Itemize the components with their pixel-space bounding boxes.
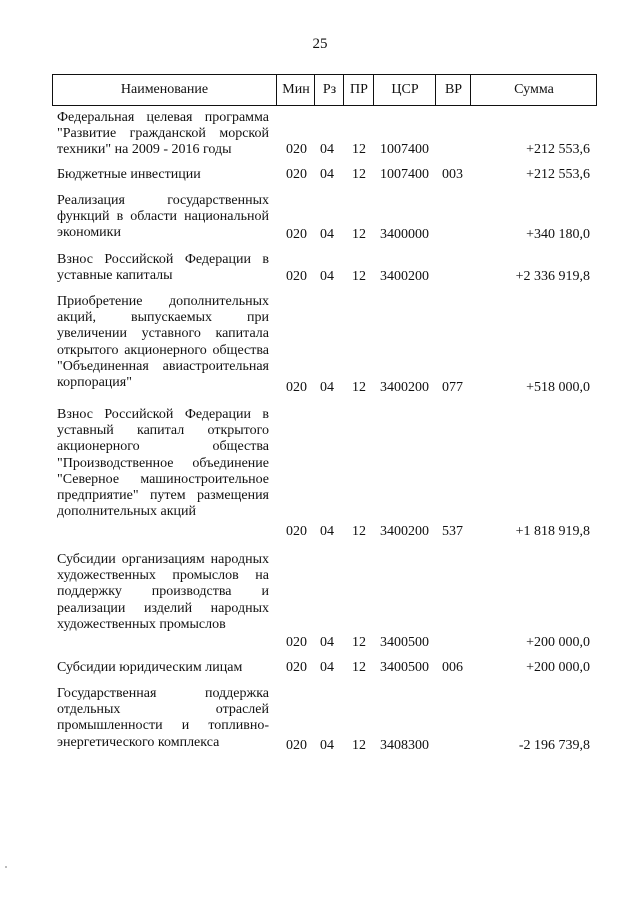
row-pr: 12 [352,635,366,650]
row-rz: 04 [320,167,334,182]
row-min: 020 [286,380,307,395]
row-csr: 1007400 [380,167,429,182]
row-name: Взнос Российской Федерации в уставный капитал открытого акционерного общества "Производственное объединение "Северное машиностроительное предприятие" путем размещения дополнительных акций [57,407,269,520]
row-pr: 12 [352,167,366,182]
row-sum: +200 000,0 [526,660,590,675]
row-sum: +200 000,0 [526,635,590,650]
row-min: 020 [286,142,307,157]
row-csr: 3400500 [380,660,429,675]
row-sum: +2 336 919,8 [515,269,590,284]
header-min: Мин [276,75,315,105]
row-min: 020 [286,635,307,650]
row-rz: 04 [320,380,334,395]
row-csr: 3400500 [380,635,429,650]
row-vr: 006 [442,660,463,675]
row-sum: +212 553,6 [526,167,590,182]
row-sum: +1 818 919,8 [515,524,590,539]
row-rz: 04 [320,660,334,675]
row-csr: 1007400 [380,142,429,157]
row-vr: 003 [442,167,463,182]
row-min: 020 [286,269,307,284]
row-csr: 3400200 [380,380,429,395]
row-name: Субсидии организациям народных художественных промыслов на поддержку производства и реализации изделий народных художественных промыслов [57,552,269,632]
row-min: 020 [286,738,307,753]
row-name: Реализация государственных функций в области национальной экономики [57,193,269,241]
row-pr: 12 [352,524,366,539]
page-number: 25 [312,36,328,52]
row-rz: 04 [320,227,334,242]
row-csr: 3400200 [380,524,429,539]
scan-speck [5,866,7,868]
row-csr: 3400200 [380,269,429,284]
row-pr: 12 [352,380,366,395]
row-sum: +340 180,0 [526,227,590,242]
row-csr: 3400000 [380,227,429,242]
row-name: Приобретение дополнительных акций, выпускаемых при увеличении уставного капитала открытого акционерного общества "Объединенная авиастроительная корпорация" [57,294,269,391]
row-vr: 537 [442,524,463,539]
row-rz: 04 [320,524,334,539]
row-sum: +212 553,6 [526,142,590,157]
header-pr: ПР [343,75,374,105]
row-rz: 04 [320,269,334,284]
row-name: Бюджетные инвестиции [57,167,201,182]
row-pr: 12 [352,227,366,242]
row-pr: 12 [352,269,366,284]
header-sum: Сумма [470,75,597,105]
table-header [52,74,597,106]
header-name: Наименование [120,82,209,97]
row-pr: 12 [352,660,366,675]
row-rz: 04 [320,738,334,753]
header-csr: ЦСР [373,75,436,105]
row-csr: 3408300 [380,738,429,753]
row-sum: +518 000,0 [526,380,590,395]
row-pr: 12 [352,738,366,753]
row-vr: 077 [442,380,463,395]
row-name: Взнос Российской Федерации в уставные капиталы [57,252,269,284]
row-name: Субсидии юридическим лицам [57,660,243,675]
header-rz: Рз [314,75,344,105]
row-rz: 04 [320,142,334,157]
row-min: 020 [286,660,307,675]
row-min: 020 [286,167,307,182]
row-pr: 12 [352,142,366,157]
row-rz: 04 [320,635,334,650]
row-name: Федеральная целевая программа "Развитие гражданской морской техники" на 2009 - 2016 годы [57,110,269,158]
header-vr: ВР [435,75,471,105]
row-min: 020 [286,524,307,539]
row-sum: -2 196 739,8 [518,738,590,753]
row-name: Государственная поддержка отдельных отраслей промышленности и топливно-энергетического комплекса [57,686,269,750]
row-min: 020 [286,227,307,242]
